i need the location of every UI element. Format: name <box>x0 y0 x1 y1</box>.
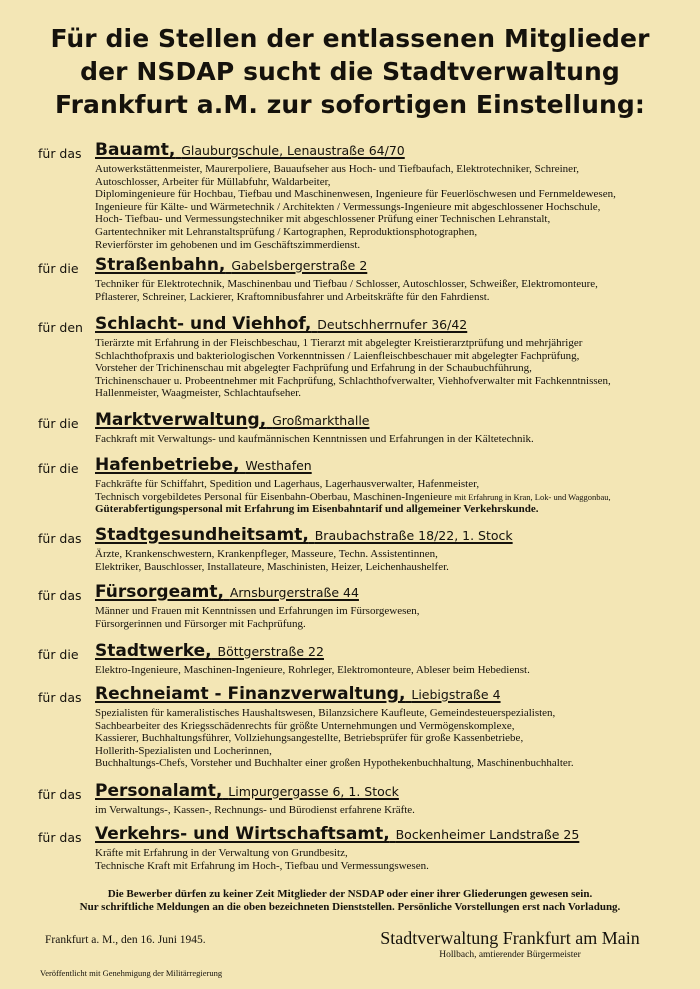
office-prefix: für die <box>38 416 79 431</box>
issue-date: Frankfurt a. M., den 16. Juni 1945. <box>45 934 206 946</box>
office-address: Glauburgschule, Lenaustraße 64/70 <box>181 143 405 158</box>
office-strassenbahn <box>38 255 678 303</box>
headline-line: der NSDAP sucht die Stadtverwaltung <box>80 57 620 86</box>
office-description: Ärzte, Krankenschwestern, Krankenpfleger, Masseure, Techn. Assistentinnen, Elektriker, Bauschlosser, Installateure, Maschinisten, Heizer, Leichenhaushelfer. <box>95 548 449 573</box>
office-prefix: für das <box>38 531 82 546</box>
office-marktverwaltung <box>38 410 678 446</box>
office-prefix: für das <box>38 690 82 705</box>
office-verkehrsamt <box>38 824 678 872</box>
office-prefix: für die <box>38 461 79 476</box>
office-description: Elektro-Ingenieure, Maschinen-Ingenieure, Rohrleger, Elektromonteure, Ableser beim Hebedienst. <box>95 664 530 676</box>
office-stadtwerke <box>38 641 678 677</box>
office-personalamt <box>38 781 678 817</box>
office-address: Liebigstraße 4 <box>411 687 501 702</box>
headline <box>20 22 680 121</box>
office-address: Deutschherrnufer 36/42 <box>317 317 468 332</box>
office-name: Personalamt, Limpurgergasse 6, 1. Stock <box>95 781 399 801</box>
office-hafenbetriebe <box>38 455 678 516</box>
office-address: Großmarkthalle <box>272 413 370 428</box>
office-description: Autowerkstättenmeister, Maurerpoliere, Bauaufseher aus Hoch- und Tiefbaufach, Elektrotechniker, Schreiner, Autoschlosser, Arbeiter für Müllabfuhr, Waldarbeiter, Diplomingenieure für Hochbau, Tiefbau und Maschinenwesen, Ingenieure für Feuerlöschwesen und Fernmeldewesen, Ingenieure für Kälte- und Wärmetechnik / Architekten / Vermessungs-Ingenieure mit abgeschlossener Hochschule, Hoch- Tiefbau- und Vermessungstechniker mit abgeschlossener Prüfung einer Technischen Lehranstalt, Gartentechniker mit Lehranstaltsprüfung / Kartographen, Reproduktionsphotographen, Revierförster im gehobenen und im Geschäftszimmerdienst. <box>95 163 616 251</box>
office-prefix: für das <box>38 830 82 845</box>
office-prefix: für die <box>38 647 79 662</box>
office-name: Straßenbahn, Gabelsbergerstraße 2 <box>95 255 368 275</box>
approval-note: Veröffentlicht mit Genehmigung der Militärregierung <box>40 968 223 978</box>
office-name: Stadtwerke, Böttgerstraße 22 <box>95 641 324 661</box>
signatory: Hollbach, amtierender Bürgermeister <box>439 950 581 960</box>
office-prefix: für die <box>38 261 79 276</box>
office-prefix: für das <box>38 588 82 603</box>
office-description: Fachkraft mit Verwaltungs- und kaufmännischen Kenntnissen und Erfahrungen in der Kältetechnik. <box>95 433 534 445</box>
office-name: Marktverwaltung, Großmarkthalle <box>95 410 370 430</box>
office-description: Männer und Frauen mit Kenntnissen und Erfahrungen im Fürsorgewesen, Fürsorgerinnen und Fürsorger mit Fachprüfung. <box>95 605 420 630</box>
office-address: Braubachstraße 18/22, 1. Stock <box>314 528 513 543</box>
office-description: Spezialisten für kameralistisches Haushaltswesen, Bilanzsichere Kaufleute, Gemeindesteuerspezialisten, Sachbearbeiter des Kriegsschädenrechts für größte Unternehmungen und Vermögenskomplexe, Kassierer, Buchhaltungsführer, Vollziehungsangestellte, Betriebsprüfer für große Kassenbetriebe, Hollerith-Spezialisten und Locherinnen, Buchhaltungs-Chefs, Vorsteher und Buchhalter einer großen Hypothekenbuchhaltung, Maschinenbuchhalter. <box>95 707 574 770</box>
office-address: Böttgerstraße 22 <box>217 644 324 659</box>
office-description: Kräfte mit Erfahrung in der Verwaltung von Grundbesitz, Technische Kraft mit Erfahrung im Hoch-, Tiefbau und Vermessungswesen. <box>95 847 429 872</box>
signature-block <box>340 928 680 960</box>
headline-line: Frankfurt a.M. zur sofortigen Einstellung: <box>55 90 645 119</box>
office-address: Westhafen <box>245 458 312 473</box>
office-prefix: für den <box>38 320 83 335</box>
office-fuersorgeamt <box>38 582 678 630</box>
office-bauamt <box>38 140 678 251</box>
office-name: Fürsorgeamt, Arnsburgerstraße 44 <box>95 582 359 602</box>
office-description: im Verwaltungs-, Kassen-, Rechnungs- und Bürodienst erfahrene Kräfte. <box>95 804 415 816</box>
office-description: Tierärzte mit Erfahrung in der Fleischbeschau, 1 Tierarzt mit abgelegter Kreistierarztprüfung und mehrjähriger Schlachthofpraxis und bakteriologischen Vorkenntnissen / Laienfleischbeschauer mit abgelegter Fachprüfung, Vorsteher der Trichinenschau mit abgelegter Fachprüfung und Erfahrung in der Schaubuchführung, Trichinenschauer u. Probeentnehmer mit Fachprüfung, Schlachthofverwalter, Viehhofverwalter mit Fachkenntnissen, Hallenmeister, Waagmeister, Schlachtaufseher. <box>95 337 611 400</box>
office-address: Arnsburgerstraße 44 <box>229 585 359 600</box>
office-description: Techniker für Elektrotechnik, Maschinenbau und Tiefbau / Schlosser, Autoschlosser, Schweißer, Elektromonteure, Pflasterer, Schreiner, Lackierer, Kraftomnibusfahrer und Arbeitskräfte für den Fahrdienst. <box>95 278 598 303</box>
office-prefix: für das <box>38 146 82 161</box>
office-name: Bauamt, Glauburgschule, Lenaustraße 64/70 <box>95 140 405 160</box>
office-description: Fachkräfte für Schiffahrt, Spedition und Lagerhaus, Lagerhausverwalter, Hafenmeister, Technisch vorgebildetes Personal für Eisenbahn-Oberbau, Maschinen-Ingenieure mit Erfahrung in Kran, Lok- und Waggonbau, Güterabfertigungspersonal mit Erfahrung im Eisenbahntarif und allgemeiner Verkehrskunde. <box>95 478 611 516</box>
office-name: Rechneiamt - Finanzverwaltung, Liebigstraße 4 <box>95 684 501 704</box>
eligibility-note: Die Bewerber dürfen zu keiner Zeit Mitglieder der NSDAP oder einer ihrer Gliederungen gewesen sein. Nur schriftliche Meldungen an die oben bezeichneten Dienststellen. Persönliche Vorstellungen erst nach Vorladung. <box>79 888 621 913</box>
office-stadtgesundheitsamt <box>38 525 678 573</box>
office-name: Stadtgesundheitsamt, Braubachstraße 18/22, 1. Stock <box>95 525 513 545</box>
office-prefix: für das <box>38 787 82 802</box>
office-name: Verkehrs- und Wirtschaftsamt, Bockenheimer Landstraße 25 <box>95 824 580 844</box>
office-name: Schlacht- und Viehhof, Deutschherrnufer 36/42 <box>95 314 468 334</box>
office-schlachthof <box>38 314 678 400</box>
office-address: Bockenheimer Landstraße 25 <box>395 827 580 842</box>
headline-line: Für die Stellen der entlassenen Mitglieder <box>50 24 650 53</box>
office-address: Gabelsbergerstraße 2 <box>231 258 368 273</box>
office-rechneiamt <box>38 684 678 770</box>
office-name: Hafenbetriebe, Westhafen <box>95 455 312 475</box>
issuing-organization: Stadtverwaltung Frankfurt am Main <box>380 928 640 948</box>
office-address: Limpurgergasse 6, 1. Stock <box>228 784 399 799</box>
